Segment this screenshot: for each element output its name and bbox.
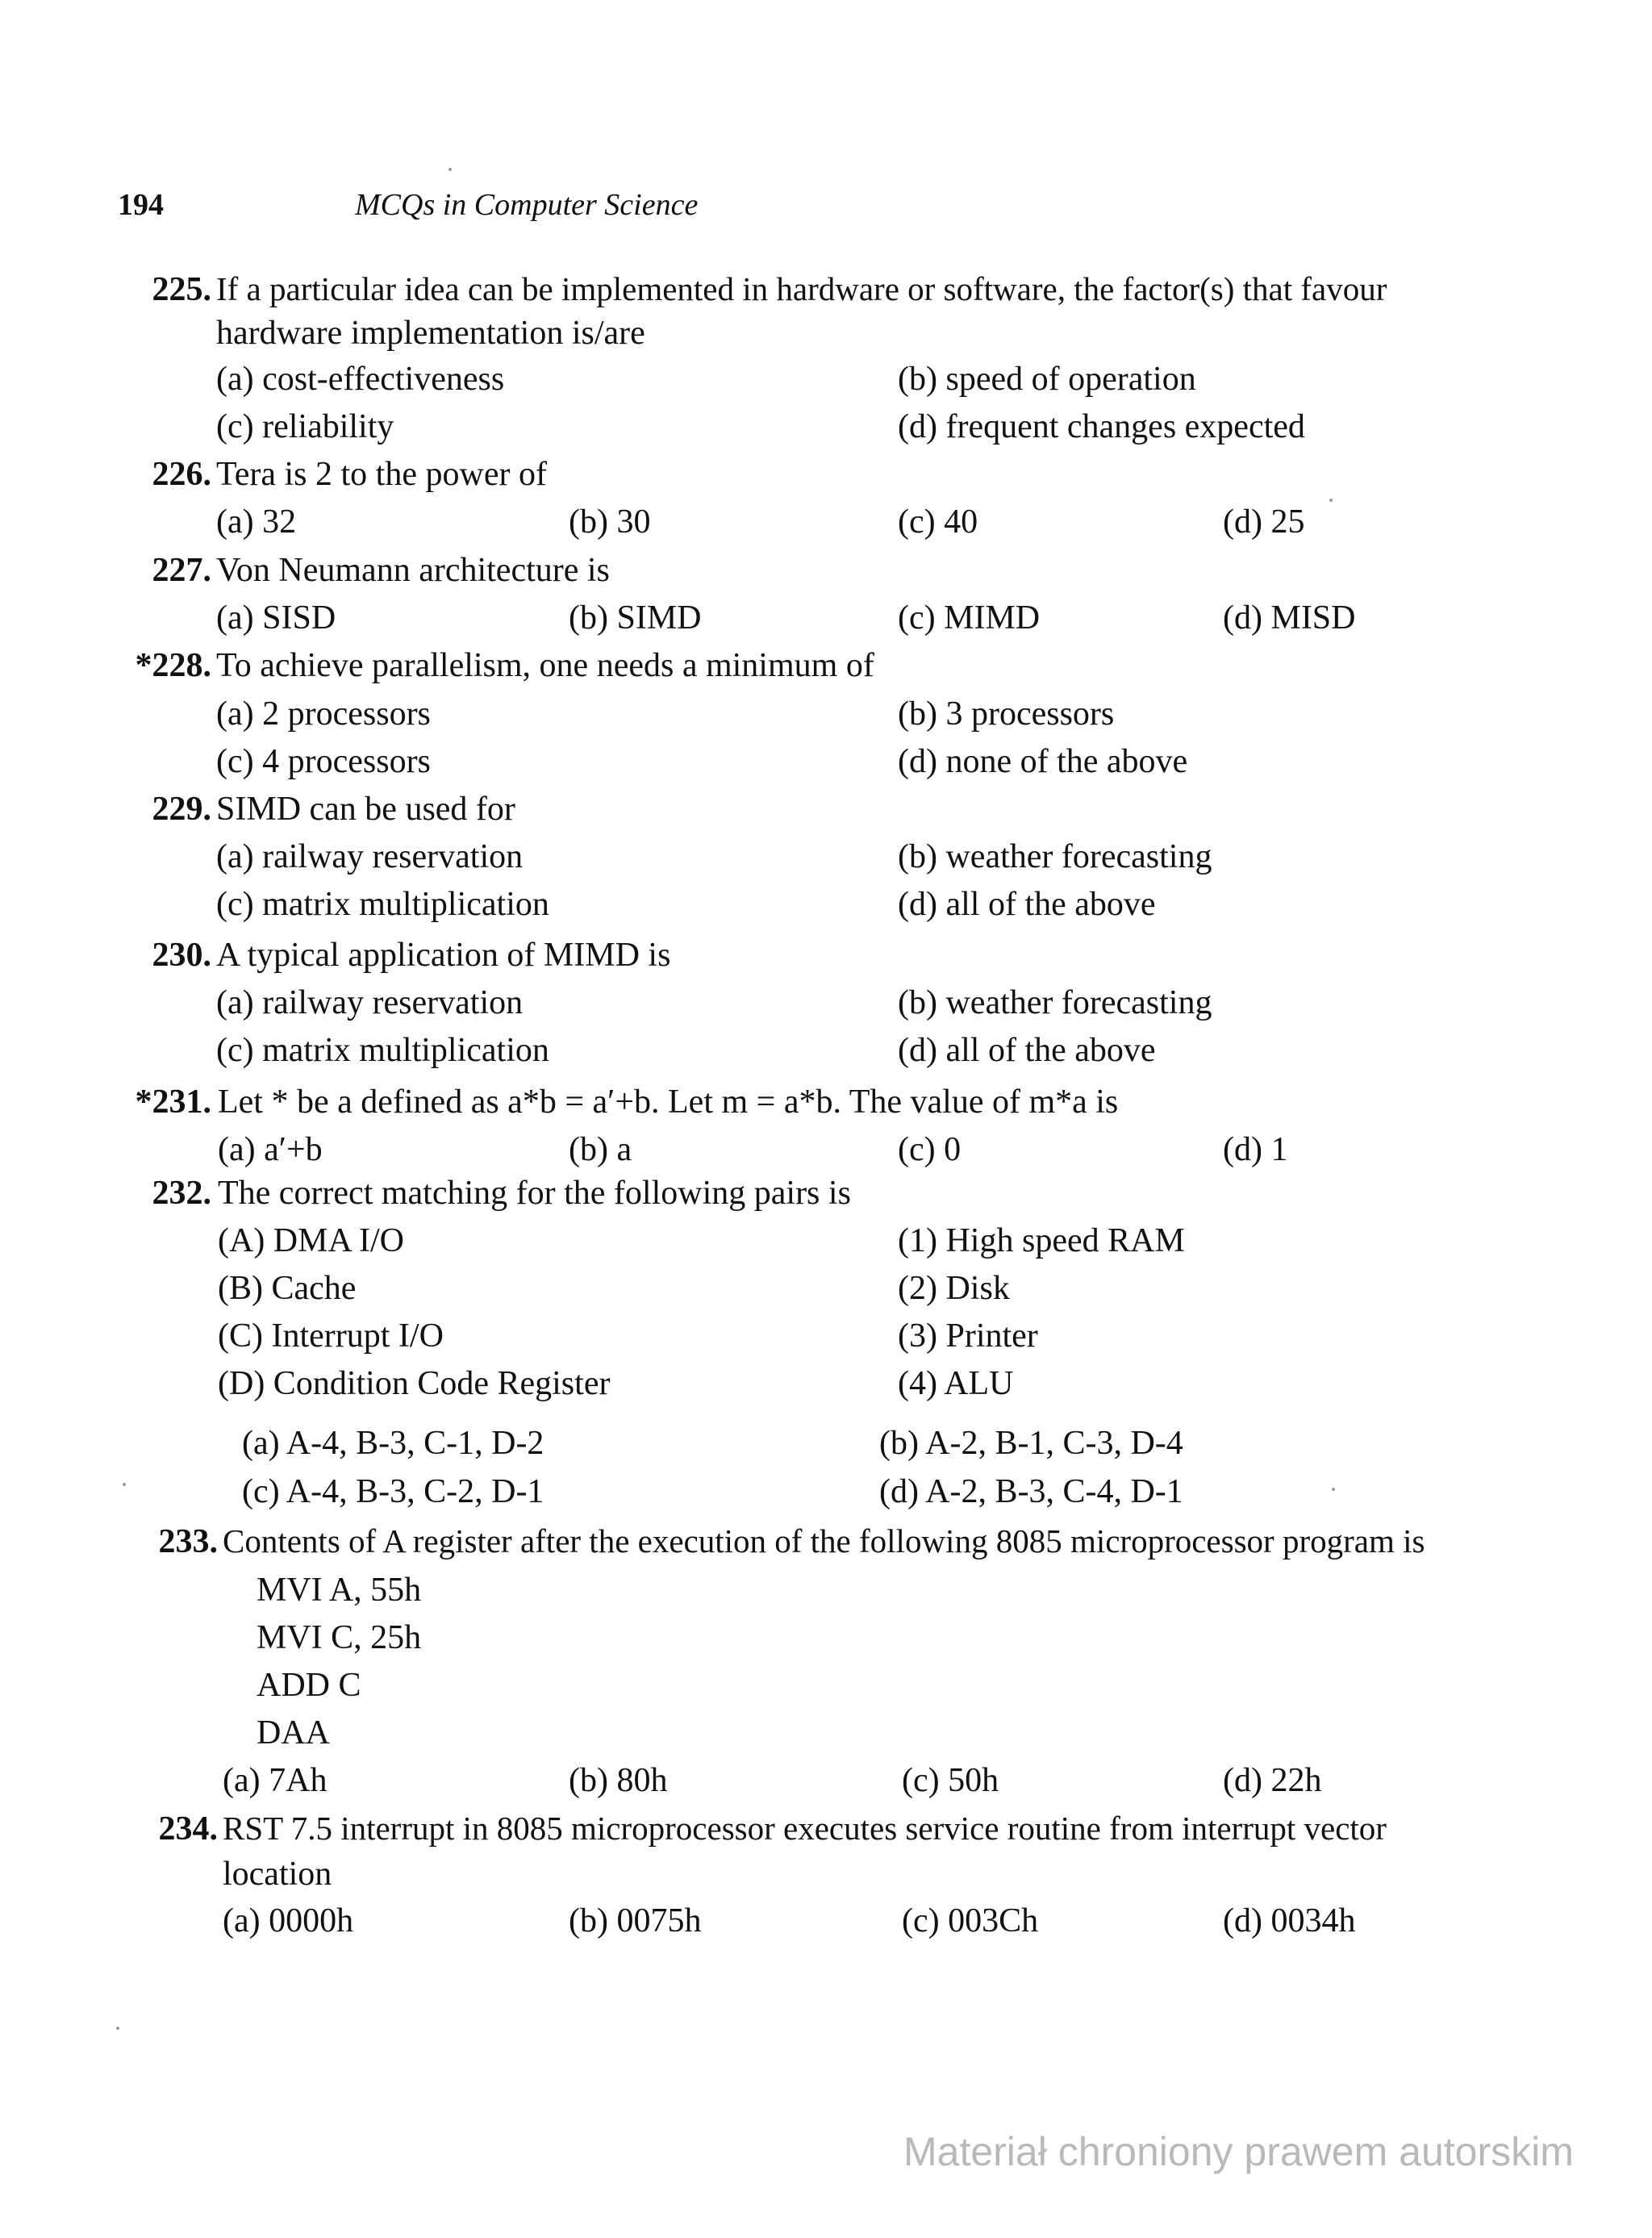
question-text: location: [223, 1856, 332, 1893]
option-c: (c) 40: [898, 503, 978, 541]
code-line: DAA: [257, 1714, 330, 1752]
question-number: 232.: [152, 1175, 211, 1212]
option-c: (c) 003Ch: [902, 1902, 1039, 1939]
option-b: (b) 3 processors: [898, 695, 1115, 733]
copyright-watermark: Materiał chroniony prawem autorskim: [903, 2129, 1574, 2174]
option-c: (c) A-4, B-3, C-2, D-1: [242, 1473, 544, 1510]
option-a: (a) railway reservation: [216, 838, 524, 875]
option-b: (b) SIMD: [569, 599, 702, 637]
scan-speck: [123, 1483, 126, 1486]
question-text: The correct matching for the following pairs is: [218, 1175, 851, 1212]
option-d: (d) none of the above: [898, 743, 1188, 780]
option-a: (a) A-4, B-3, C-1, D-2: [242, 1425, 544, 1462]
scan-speck: [1329, 499, 1333, 502]
option-c: (c) matrix multiplication: [216, 1032, 549, 1069]
option-a: (a) railway reservation: [216, 984, 524, 1021]
question-number: 226.: [152, 456, 211, 493]
option-d: (d) frequent changes expected: [898, 408, 1305, 445]
pair-right: (4) ALU: [898, 1365, 1014, 1402]
option-d: (d) 0034h: [1223, 1902, 1356, 1939]
pair-left: (C) Interrupt I/O: [218, 1317, 444, 1355]
option-a: (a) 7Ah: [223, 1762, 327, 1799]
pair-right: (3) Printer: [898, 1317, 1038, 1355]
option-c: (c) matrix multiplication: [216, 886, 549, 923]
question-text: A typical application of MIMD is: [216, 937, 671, 974]
option-a: (a) 0000h: [223, 1902, 354, 1939]
option-d: (d) 22h: [1223, 1762, 1322, 1799]
question-number: *228.: [135, 647, 211, 684]
option-b: (b) 30: [569, 503, 651, 541]
option-a: (a) a′+b: [218, 1131, 323, 1168]
option-b: (b) 0075h: [569, 1902, 702, 1939]
code-line: MVI A, 55h: [257, 1572, 422, 1609]
question-number: 229.: [152, 791, 211, 828]
question-text: hardware implementation is/are: [216, 315, 645, 352]
question-text: If a particular idea can be implemented in hardware or software, the factor(s) that favour: [216, 270, 1387, 307]
option-c: (c) 4 processors: [216, 743, 431, 780]
pair-right: (1) High speed RAM: [898, 1222, 1185, 1259]
question-text: To achieve parallelism, one needs a minimum of: [216, 647, 874, 684]
question-text: Contents of A register after the execution of the following 8085 microprocessor program is: [223, 1522, 1425, 1560]
option-b: (b) A-2, B-1, C-3, D-4: [879, 1425, 1183, 1462]
pair-left: (B) Cache: [218, 1270, 357, 1307]
running-title: MCQs in Computer Science: [355, 188, 699, 222]
question-text: Tera is 2 to the power of: [216, 456, 547, 493]
option-d: (d) 25: [1223, 503, 1305, 541]
option-a: (a) 2 processors: [216, 695, 431, 733]
option-c: (c) 0: [898, 1131, 962, 1168]
option-b: (b) 80h: [569, 1762, 668, 1799]
option-b: (b) weather forecasting: [898, 984, 1212, 1021]
question-number: 227.: [152, 552, 211, 589]
option-d: (d) all of the above: [898, 1032, 1156, 1069]
option-a: (a) 32: [216, 503, 297, 541]
option-a: (a) cost-effectiveness: [216, 361, 505, 398]
option-a: (a) SISD: [216, 599, 336, 637]
option-c: (c) 50h: [902, 1762, 999, 1799]
option-d: (d) A-2, B-3, C-4, D-1: [879, 1473, 1183, 1510]
question-text: Von Neumann architecture is: [216, 552, 610, 589]
pair-left: (A) DMA I/O: [218, 1222, 404, 1259]
scan-speck: [448, 168, 452, 171]
code-line: ADD C: [257, 1667, 361, 1704]
pair-left: (D) Condition Code Register: [218, 1365, 611, 1402]
question-number: 234.: [158, 1810, 218, 1848]
scan-speck: [116, 2027, 119, 2030]
question-number: 225.: [152, 271, 211, 308]
page-number: 194: [118, 188, 164, 222]
question-text: Let * be a defined as a*b = a′+b. Let m = a*b. The value of m*a is: [218, 1084, 1119, 1121]
option-b: (b) speed of operation: [898, 361, 1196, 398]
question-number: *231.: [135, 1084, 211, 1121]
code-line: MVI C, 25h: [257, 1619, 422, 1656]
option-c: (c) MIMD: [898, 599, 1041, 637]
option-d: (d) 1: [1223, 1131, 1288, 1168]
question-text: RST 7.5 interrupt in 8085 microprocessor executes service routine from interrupt vector: [223, 1810, 1387, 1847]
page-header: [118, 187, 699, 223]
option-c: (c) reliability: [216, 408, 394, 445]
option-d: (d) all of the above: [898, 886, 1156, 923]
scan-speck: [1332, 1488, 1335, 1491]
option-d: (d) MISD: [1223, 599, 1356, 637]
question-number: 233.: [158, 1523, 218, 1560]
pair-right: (2) Disk: [898, 1270, 1010, 1307]
question-text: SIMD can be used for: [216, 791, 515, 828]
option-b: (b) a: [569, 1131, 632, 1168]
question-number: 230.: [152, 937, 211, 974]
option-b: (b) weather forecasting: [898, 838, 1212, 875]
